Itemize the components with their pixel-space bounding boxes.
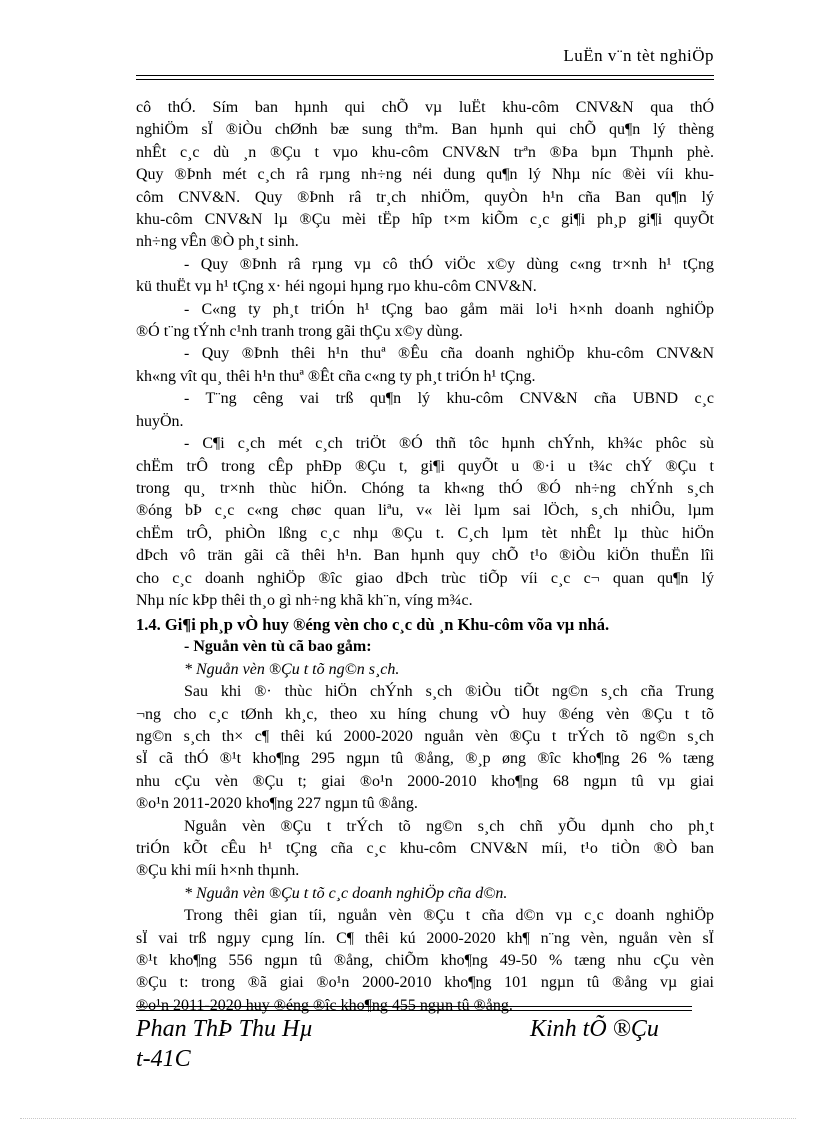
paragraph-line: Sau khi ®· thùc hiÖn chÝnh s¸ch ®iÒu tiÕt ng©n s¸ch cña Trung [184, 683, 714, 701]
page-edge [20, 1118, 796, 1119]
paragraph-line: trong qu¸ tr×nh thùc hiÖn. Chóng ta kh«ng thÓ ®Ó nh÷ng chÝnh s¸ch [136, 479, 714, 497]
paragraph-line: ng©n s¸ch th× c¶ thêi kú 2000-2020 nguån vèn ®Çu t trÝch tõ ng©n s¸ch [136, 727, 714, 745]
header-rule [136, 75, 714, 76]
section-subheading: - Nguån vèn tù cã bao gåm: [184, 638, 372, 656]
paragraph-line: khu-côm CNV&N lµ ®Çu mèi tËp hîp t×m kiÕm c¸c gi¶i ph¸p gi¶i quyÕt [136, 211, 714, 229]
paragraph-line: ®o¹n 2011-2020 kho¶ng 227 ngµn tû ®ång. [136, 795, 418, 813]
item-title: * Nguån vèn ®Çu t tõ c¸c doanh nghiÖp cña d©n. [184, 884, 508, 902]
paragraph-line: Nhµ níc kÞp thêi th¸o gì nh÷ng khã kh¨n, víng m¾c. [136, 591, 473, 609]
paragraph-line: - C¶i c¸ch mét c¸ch triÖt ®Ó thñ tôc hµnh chÝnh, kh¾c phôc sù [184, 435, 714, 453]
footer-rule [136, 1006, 692, 1007]
paragraph-line: ¬ng cho c¸c tØnh kh¸c, theo xu híng chung vÒ huy ®éng vèn ®Çu t tõ [136, 705, 714, 723]
section-heading: 1.4. Gi¶i ph¸p vÒ huy ®éng vèn cho c¸c dù ¸n Khu-côm võa vµ nhá. [136, 615, 610, 635]
paragraph-line: nghiÖm sÏ ®iÒu chØnh bæ sung thªm. Ban hµnh qui chÕ qu¶n lý thèng [136, 121, 714, 139]
paragraph-line: ®óng bÞ c¸c c«ng chøc quan liªu, v« lèi lµm sai lÖch, s¸ch nhiÔu, lµm [136, 502, 714, 520]
paragraph-line: Nguån vèn ®Çu t trÝch tõ ng©n s¸ch chñ yÕu dµnh cho ph¸t [184, 817, 714, 835]
paragraph-line: - Quy ®Þnh thêi h¹n thuª ®Êu cña doanh nghiÖp khu-côm CNV&N [184, 345, 714, 363]
item-title: * Nguån vèn ®Çu t tõ ng©n s¸ch. [184, 660, 400, 678]
paragraph-line: kü thuËt vµ h¹ tÇng x· héi ngoµi hµng rµo khu-côm CNV&N. [136, 278, 537, 296]
paragraph-line: - C«ng ty ph¸t triÓn h¹ tÇng bao gåm mäi lo¹i h×nh doanh nghiÖp [184, 300, 714, 318]
paragraph-line: Quy ®Þnh mét c¸ch râ rµng nh÷ng néi dung qu¶n lý Nhµ níc ®èi víi khu- [136, 166, 714, 184]
paragraph-line: côm CNV&N. Quy ®Þnh râ tr¸ch nhiÖm, quyÒn h¹n cña Ban qu¶n lý [136, 188, 714, 206]
footer-author: Phan ThÞ Thu Hµ [136, 1016, 314, 1042]
body-text [136, 97, 714, 1017]
footer-class: t-41C [136, 1046, 191, 1072]
paragraph-line: huyÖn. [136, 412, 184, 430]
paragraph-line: cô thÓ. Sím ban hµnh qui chÕ vµ luËt khu-côm CNV&N qua thÓ [136, 99, 714, 116]
paragraph-line: dÞch vô trän gãi cã thêi h¹n. Ban hµnh quy chÕ t¹o ®iÒu kiÖn thuËn lîi [136, 547, 714, 565]
paragraph-line: chËm trÔ, phiÒn lßng c¸c nhµ ®Çu t. C¸ch lµm tèt nhÊt lµ thùc hiÖn [136, 524, 714, 542]
paragraph-line: chËm trÔ trong cÊp phÐp ®Çu t, gi¶i quyÕt u ®·i u t¾c chÝ ®Çu t [136, 457, 714, 475]
paragraph-line: nh÷ng vÊn ®Ò ph¸t sinh. [136, 233, 299, 251]
header-rule-thin [136, 79, 714, 80]
paragraph-line: nhÊt c¸c dù ¸n ®Çu t vµo khu-côm CNV&N trªn ®Þa bµn Thµnh phè. [136, 143, 714, 161]
paragraph-line: - T¨ng cêng vai trß qu¶n lý khu-côm CNV&N cña UBND c¸c [184, 390, 714, 408]
paragraph-line: - Quy ®Þnh râ rµng vµ cô thÓ viÖc x©y dùng c«ng tr×nh h¹ tÇng [184, 255, 714, 273]
paragraph-line: ®Ó t¨ng tÝnh c¹nh tranh trong gãi thÇu x©y dùng. [136, 323, 463, 341]
paragraph-line: nhu cÇu vèn ®Çu t; giai ®o¹n 2000-2010 kho¶ng 68 ngµn tû vµ giai [136, 772, 714, 790]
paragraph-line: sÏ vai trß ngµy cµng lín. C¶ thêi kú 2000-2020 kh¶ n¨ng vèn, nguån vèn sÏ [136, 929, 714, 947]
paragraph-line: ®Çu khi míi h×nh thµnh. [136, 862, 300, 880]
footer-rule-thin [136, 1010, 692, 1011]
paragraph-line: kh«ng vît qu¸ thêi h¹n thuª ®Êt cña c«ng ty ph¸t triÓn h¹ tÇng. [136, 367, 536, 385]
paragraph-line: ®Çu t: trong ®ã giai ®o¹n 2000-2010 kho¶ng 101 ngµn tû ®ång vµ giai [136, 974, 714, 992]
paragraph-line: ®¹t kho¶ng 556 ngµn tû ®ång, chiÕm kho¶ng 49-50 % tæng nhu cÇu vèn [136, 952, 714, 970]
running-header: LuËn v¨n tèt nghiÖp [563, 46, 714, 65]
paragraph-line: triÓn kÕt cÊu h¹ tÇng cña c¸c khu-côm CNV&N míi, t¹o tiÒn ®Ò ban [136, 840, 714, 857]
footer-department: Kinh tÕ ®Çu [530, 1016, 659, 1042]
paragraph-line: Trong thêi gian tíi, nguån vèn ®Çu t cña d©n vµ c¸c doanh nghiÖp [184, 907, 714, 925]
paragraph-line: sÏ cã thÓ ®¹t kho¶ng 295 ngµn tû ®ång, ®¸p øng ®îc kho¶ng 26 % tæng [136, 750, 714, 768]
paragraph-line: cho c¸c doanh nghiÖp ®îc giao dÞch trùc tiÕp víi c¸c c¬ quan qu¶n lý [136, 569, 714, 587]
paragraph-line: ®o¹n 2011-2020 huy ®éng ®îc kho¶ng 455 ngµn tû ®ång. [136, 996, 513, 1014]
